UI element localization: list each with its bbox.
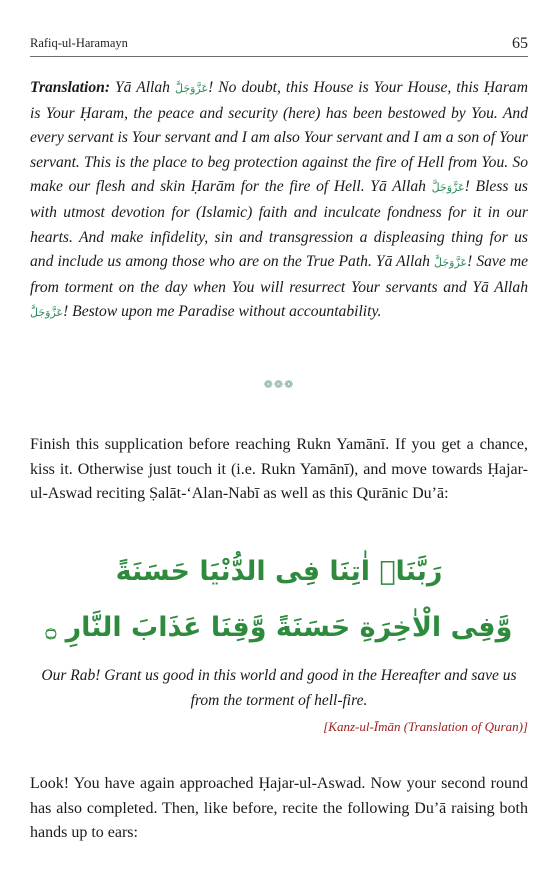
instruction-paragraph: Finish this supplication before reaching Rukn Yamānī. If you get a chance, kiss it. Otherwise just touch it (i.e. Rukn Yamānī), and move towards Ḥajar-ul-Aswad reciting Ṣalāt-‘Alan-Nabī as well as this Qurānic Du’ā: — [30, 436, 528, 502]
arabic-verse-line-1: رَبَّنَاۤ اٰتِنَا فِی الدُّنْیَا حَسَنَةً — [115, 556, 443, 587]
page-header — [30, 34, 528, 57]
verse-translation: Our Rab! Grant us good in this world and good in the Hereafter and save us from the torment of hell-fire. — [41, 667, 517, 709]
arabic-verse-text-2: وَّفِی الْاٰخِرَةِ حَسَنَةً وَّقِنَا عَذَابَ النَّارِ — [65, 612, 513, 643]
translation-paragraph — [30, 76, 528, 326]
translation-text-1: Yā Allah — [110, 79, 175, 96]
book-title: Rafiq-ul-Haramayn — [30, 36, 128, 50]
honorific-3: عَزَّوَجَلَّ — [434, 256, 468, 270]
translation-text-3: ! Bless us with utmost devotion for (Islamic) faith and inculcate fondness for it in our hearts. And make infidelity, sin and transgression a displeasing thing for us and include us among those who are on the True Path. Yā Allah — [30, 178, 528, 271]
arabic-verse-line-2 — [30, 611, 528, 648]
page-number: 65 — [512, 35, 528, 52]
verse-reference: [Kanz-ul-Īmān (Translation of Quran)] — [323, 719, 528, 734]
honorific-4: عَزَّوَجَلَّ — [30, 306, 64, 320]
honorific-2: عَزَّوَجَلَّ — [431, 181, 465, 195]
translation-text-2: ! No doubt, this House is Your House, this Ḥaram is Your Ḥaram, the peace and security (here) has been bestowed by You. And every servant is Your servant and I am also Your servant and I am a son of Your servant. This is the place to beg protection against the fire of Hell from You. So make our flesh and skin Ḥarām for the fire of Hell. Yā Allah — [30, 79, 528, 196]
translation-text-5: ! Bestow upon me Paradise without accountability. — [63, 303, 382, 321]
round-completed-paragraph: Look! You have again approached Ḥajar-ul-Aswad. Now your second round has also completed. Then, like before, recite the following Du’ā raising both hands up to ears: — [30, 775, 528, 841]
translation-label: Translation: — [30, 79, 111, 96]
section-separator: ❁❁❁ — [263, 378, 295, 391]
ayah-end-marker: ۝ — [45, 620, 57, 641]
honorific-1: عَزَّوَجَلَّ — [174, 82, 209, 95]
translation-text-4: ! Save me from torment on the day when You will resurrect Your servants and Yā Allah — [30, 253, 528, 296]
